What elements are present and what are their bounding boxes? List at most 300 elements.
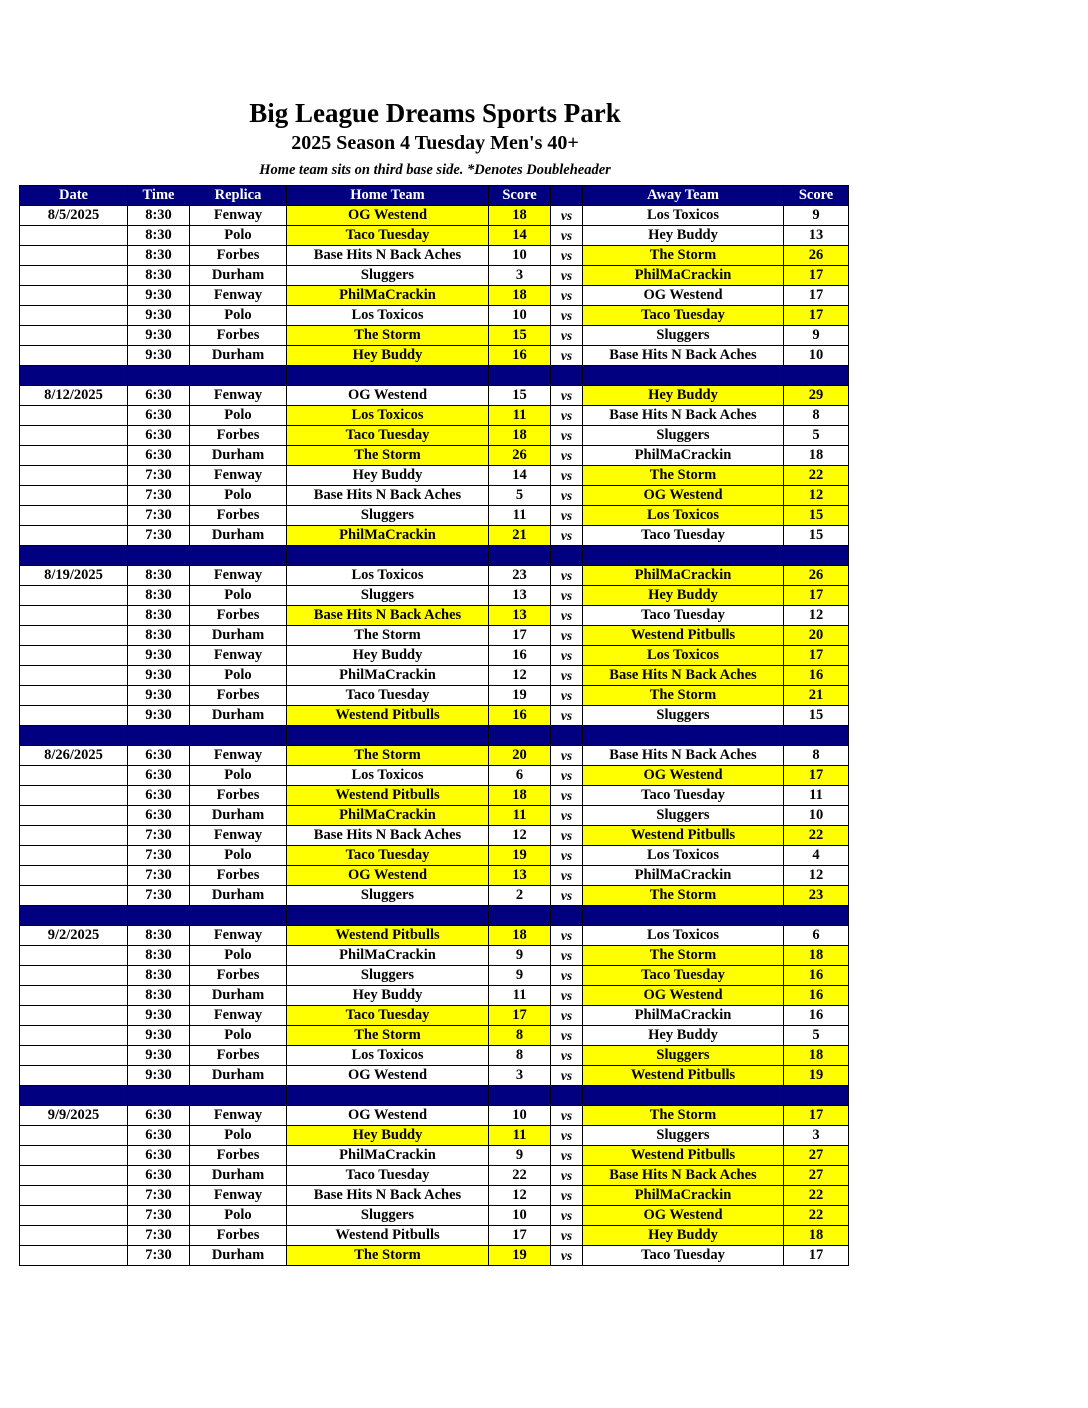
home-team-cell: The Storm bbox=[287, 446, 489, 466]
home-score-cell: 14 bbox=[489, 466, 551, 486]
away-team-cell: The Storm bbox=[583, 466, 784, 486]
vs-cell: vs bbox=[551, 1126, 583, 1146]
game-row bbox=[20, 786, 849, 806]
time-cell: 7:30 bbox=[128, 506, 190, 526]
away-score-cell: 27 bbox=[784, 1166, 849, 1186]
col-header-date: Date bbox=[20, 186, 128, 206]
vs-cell: vs bbox=[551, 306, 583, 326]
time-cell: 9:30 bbox=[128, 326, 190, 346]
date-cell bbox=[20, 1246, 128, 1266]
time-cell: 7:30 bbox=[128, 846, 190, 866]
separator-cell bbox=[551, 1086, 583, 1106]
away-team-cell: Hey Buddy bbox=[583, 1226, 784, 1246]
away-score-cell: 17 bbox=[784, 266, 849, 286]
time-cell: 9:30 bbox=[128, 1006, 190, 1026]
date-cell bbox=[20, 986, 128, 1006]
away-team-cell: Taco Tuesday bbox=[583, 606, 784, 626]
replica-cell: Fenway bbox=[190, 1006, 287, 1026]
date-cell bbox=[20, 1026, 128, 1046]
game-row bbox=[20, 586, 849, 606]
time-cell: 9:30 bbox=[128, 666, 190, 686]
away-team-cell: The Storm bbox=[583, 1106, 784, 1126]
home-score-cell: 10 bbox=[489, 1206, 551, 1226]
home-team-cell: OG Westend bbox=[287, 386, 489, 406]
game-row bbox=[20, 386, 849, 406]
away-team-cell: Hey Buddy bbox=[583, 1026, 784, 1046]
away-team-cell: Los Toxicos bbox=[583, 646, 784, 666]
vs-cell: vs bbox=[551, 626, 583, 646]
vs-cell: vs bbox=[551, 1146, 583, 1166]
vs-cell: vs bbox=[551, 1026, 583, 1046]
vs-cell: vs bbox=[551, 206, 583, 226]
date-cell: 8/26/2025 bbox=[20, 746, 128, 766]
away-team-cell: Los Toxicos bbox=[583, 926, 784, 946]
time-cell: 7:30 bbox=[128, 1206, 190, 1226]
home-score-cell: 13 bbox=[489, 606, 551, 626]
time-cell: 7:30 bbox=[128, 886, 190, 906]
away-score-cell: 4 bbox=[784, 846, 849, 866]
game-row bbox=[20, 1126, 849, 1146]
away-score-cell: 20 bbox=[784, 626, 849, 646]
home-team-cell: Sluggers bbox=[287, 1206, 489, 1226]
replica-cell: Fenway bbox=[190, 1186, 287, 1206]
date-cell bbox=[20, 326, 128, 346]
separator-cell bbox=[489, 1086, 551, 1106]
time-cell: 9:30 bbox=[128, 1066, 190, 1086]
home-score-cell: 19 bbox=[489, 686, 551, 706]
away-score-cell: 16 bbox=[784, 986, 849, 1006]
separator-cell bbox=[20, 906, 128, 926]
away-score-cell: 17 bbox=[784, 1106, 849, 1126]
time-cell: 9:30 bbox=[128, 686, 190, 706]
home-team-cell: OG Westend bbox=[287, 1106, 489, 1126]
away-team-cell: Westend Pitbulls bbox=[583, 626, 784, 646]
home-team-cell: Los Toxicos bbox=[287, 406, 489, 426]
game-row bbox=[20, 246, 849, 266]
date-cell bbox=[20, 506, 128, 526]
away-team-cell: Sluggers bbox=[583, 706, 784, 726]
date-cell: 9/2/2025 bbox=[20, 926, 128, 946]
home-score-cell: 10 bbox=[489, 1106, 551, 1126]
separator-cell bbox=[784, 726, 849, 746]
home-team-cell: Westend Pitbulls bbox=[287, 706, 489, 726]
replica-cell: Durham bbox=[190, 1246, 287, 1266]
vs-cell: vs bbox=[551, 606, 583, 626]
separator-cell bbox=[128, 906, 190, 926]
time-cell: 8:30 bbox=[128, 966, 190, 986]
home-team-cell: PhilMaCrackin bbox=[287, 806, 489, 826]
game-row bbox=[20, 1246, 849, 1266]
away-score-cell: 5 bbox=[784, 1026, 849, 1046]
away-team-cell: Taco Tuesday bbox=[583, 786, 784, 806]
replica-cell: Polo bbox=[190, 306, 287, 326]
vs-cell: vs bbox=[551, 846, 583, 866]
away-score-cell: 3 bbox=[784, 1126, 849, 1146]
separator-cell bbox=[287, 726, 489, 746]
home-score-cell: 9 bbox=[489, 1146, 551, 1166]
home-score-cell: 17 bbox=[489, 1006, 551, 1026]
away-score-cell: 16 bbox=[784, 1006, 849, 1026]
replica-cell: Forbes bbox=[190, 1226, 287, 1246]
week-separator bbox=[20, 1086, 849, 1106]
away-score-cell: 10 bbox=[784, 346, 849, 366]
replica-cell: Polo bbox=[190, 586, 287, 606]
game-row bbox=[20, 926, 849, 946]
home-score-cell: 16 bbox=[489, 346, 551, 366]
away-score-cell: 26 bbox=[784, 246, 849, 266]
away-team-cell: Base Hits N Back Aches bbox=[583, 666, 784, 686]
home-team-cell: OG Westend bbox=[287, 206, 489, 226]
home-score-cell: 15 bbox=[489, 326, 551, 346]
vs-cell: vs bbox=[551, 346, 583, 366]
separator-cell bbox=[551, 546, 583, 566]
separator-cell bbox=[583, 726, 784, 746]
away-team-cell: Sluggers bbox=[583, 426, 784, 446]
vs-cell: vs bbox=[551, 266, 583, 286]
time-cell: 6:30 bbox=[128, 806, 190, 826]
game-row bbox=[20, 506, 849, 526]
home-team-cell: Base Hits N Back Aches bbox=[287, 246, 489, 266]
separator-cell bbox=[551, 906, 583, 926]
away-team-cell: Westend Pitbulls bbox=[583, 1066, 784, 1086]
game-row bbox=[20, 766, 849, 786]
away-team-cell: Taco Tuesday bbox=[583, 966, 784, 986]
home-team-cell: Los Toxicos bbox=[287, 1046, 489, 1066]
time-cell: 9:30 bbox=[128, 306, 190, 326]
home-team-cell: Hey Buddy bbox=[287, 466, 489, 486]
home-score-cell: 12 bbox=[489, 666, 551, 686]
away-team-cell: Sluggers bbox=[583, 806, 784, 826]
date-cell bbox=[20, 946, 128, 966]
replica-cell: Fenway bbox=[190, 926, 287, 946]
home-score-cell: 18 bbox=[489, 426, 551, 446]
away-score-cell: 17 bbox=[784, 286, 849, 306]
vs-cell: vs bbox=[551, 886, 583, 906]
away-score-cell: 17 bbox=[784, 646, 849, 666]
away-score-cell: 26 bbox=[784, 566, 849, 586]
game-row bbox=[20, 486, 849, 506]
week-separator bbox=[20, 726, 849, 746]
game-row bbox=[20, 266, 849, 286]
away-score-cell: 22 bbox=[784, 466, 849, 486]
date-cell bbox=[20, 1046, 128, 1066]
date-cell bbox=[20, 1206, 128, 1226]
vs-cell: vs bbox=[551, 1106, 583, 1126]
away-score-cell: 12 bbox=[784, 866, 849, 886]
vs-cell: vs bbox=[551, 1246, 583, 1266]
replica-cell: Polo bbox=[190, 1126, 287, 1146]
home-score-cell: 16 bbox=[489, 646, 551, 666]
game-row bbox=[20, 1106, 849, 1126]
home-team-cell: OG Westend bbox=[287, 866, 489, 886]
vs-cell: vs bbox=[551, 1226, 583, 1246]
time-cell: 6:30 bbox=[128, 426, 190, 446]
home-team-cell: PhilMaCrackin bbox=[287, 946, 489, 966]
replica-cell: Durham bbox=[190, 626, 287, 646]
home-team-cell: Westend Pitbulls bbox=[287, 786, 489, 806]
time-cell: 8:30 bbox=[128, 566, 190, 586]
away-score-cell: 22 bbox=[784, 1186, 849, 1206]
replica-cell: Fenway bbox=[190, 646, 287, 666]
away-team-cell: Taco Tuesday bbox=[583, 526, 784, 546]
replica-cell: Durham bbox=[190, 346, 287, 366]
replica-cell: Polo bbox=[190, 1026, 287, 1046]
home-team-cell: Sluggers bbox=[287, 586, 489, 606]
vs-cell: vs bbox=[551, 666, 583, 686]
home-score-cell: 11 bbox=[489, 506, 551, 526]
time-cell: 7:30 bbox=[128, 866, 190, 886]
game-row bbox=[20, 626, 849, 646]
time-cell: 8:30 bbox=[128, 946, 190, 966]
home-score-cell: 11 bbox=[489, 1126, 551, 1146]
vs-cell: vs bbox=[551, 766, 583, 786]
away-team-cell: PhilMaCrackin bbox=[583, 446, 784, 466]
time-cell: 9:30 bbox=[128, 1026, 190, 1046]
game-row bbox=[20, 346, 849, 366]
date-cell bbox=[20, 1066, 128, 1086]
game-row bbox=[20, 666, 849, 686]
away-score-cell: 13 bbox=[784, 226, 849, 246]
home-team-cell: Taco Tuesday bbox=[287, 1006, 489, 1026]
separator-cell bbox=[128, 546, 190, 566]
home-score-cell: 23 bbox=[489, 566, 551, 586]
date-cell bbox=[20, 966, 128, 986]
separator-cell bbox=[583, 1086, 784, 1106]
home-team-cell: Westend Pitbulls bbox=[287, 926, 489, 946]
game-row bbox=[20, 326, 849, 346]
replica-cell: Fenway bbox=[190, 386, 287, 406]
home-score-cell: 9 bbox=[489, 946, 551, 966]
away-team-cell: Base Hits N Back Aches bbox=[583, 746, 784, 766]
separator-cell bbox=[784, 546, 849, 566]
away-score-cell: 27 bbox=[784, 1146, 849, 1166]
away-score-cell: 9 bbox=[784, 326, 849, 346]
home-score-cell: 12 bbox=[489, 1186, 551, 1206]
separator-cell bbox=[190, 366, 287, 386]
vs-cell: vs bbox=[551, 746, 583, 766]
vs-cell: vs bbox=[551, 806, 583, 826]
replica-cell: Polo bbox=[190, 766, 287, 786]
replica-cell: Fenway bbox=[190, 826, 287, 846]
time-cell: 8:30 bbox=[128, 206, 190, 226]
replica-cell: Forbes bbox=[190, 326, 287, 346]
date-cell bbox=[20, 446, 128, 466]
away-team-cell: Hey Buddy bbox=[583, 586, 784, 606]
time-cell: 9:30 bbox=[128, 1046, 190, 1066]
away-team-cell: Westend Pitbulls bbox=[583, 826, 784, 846]
time-cell: 6:30 bbox=[128, 1126, 190, 1146]
game-row bbox=[20, 1146, 849, 1166]
home-team-cell: Sluggers bbox=[287, 966, 489, 986]
away-score-cell: 10 bbox=[784, 806, 849, 826]
time-cell: 8:30 bbox=[128, 586, 190, 606]
home-team-cell: Taco Tuesday bbox=[287, 1166, 489, 1186]
time-cell: 6:30 bbox=[128, 746, 190, 766]
separator-cell bbox=[784, 366, 849, 386]
home-score-cell: 5 bbox=[489, 486, 551, 506]
time-cell: 8:30 bbox=[128, 926, 190, 946]
col-header-home-team: Home Team bbox=[287, 186, 489, 206]
home-team-cell: Los Toxicos bbox=[287, 766, 489, 786]
away-team-cell: Sluggers bbox=[583, 326, 784, 346]
away-team-cell: Sluggers bbox=[583, 1126, 784, 1146]
game-row bbox=[20, 1006, 849, 1026]
replica-cell: Fenway bbox=[190, 1106, 287, 1126]
away-score-cell: 19 bbox=[784, 1066, 849, 1086]
time-cell: 6:30 bbox=[128, 786, 190, 806]
away-score-cell: 29 bbox=[784, 386, 849, 406]
vs-cell: vs bbox=[551, 326, 583, 346]
replica-cell: Polo bbox=[190, 946, 287, 966]
home-score-cell: 3 bbox=[489, 1066, 551, 1086]
away-score-cell: 17 bbox=[784, 306, 849, 326]
vs-cell: vs bbox=[551, 1206, 583, 1226]
home-score-cell: 3 bbox=[489, 266, 551, 286]
date-cell bbox=[20, 486, 128, 506]
vs-cell: vs bbox=[551, 986, 583, 1006]
home-team-cell: Sluggers bbox=[287, 886, 489, 906]
replica-cell: Durham bbox=[190, 1066, 287, 1086]
separator-cell bbox=[190, 1086, 287, 1106]
home-score-cell: 18 bbox=[489, 786, 551, 806]
home-team-cell: Base Hits N Back Aches bbox=[287, 606, 489, 626]
week-separator bbox=[20, 546, 849, 566]
separator-cell bbox=[489, 726, 551, 746]
vs-cell: vs bbox=[551, 646, 583, 666]
away-score-cell: 17 bbox=[784, 1246, 849, 1266]
vs-cell: vs bbox=[551, 826, 583, 846]
vs-cell: vs bbox=[551, 786, 583, 806]
home-team-cell: The Storm bbox=[287, 746, 489, 766]
time-cell: 7:30 bbox=[128, 826, 190, 846]
away-score-cell: 6 bbox=[784, 926, 849, 946]
home-score-cell: 18 bbox=[489, 926, 551, 946]
replica-cell: Polo bbox=[190, 486, 287, 506]
separator-cell bbox=[20, 1086, 128, 1106]
home-team-cell: PhilMaCrackin bbox=[287, 666, 489, 686]
vs-cell: vs bbox=[551, 506, 583, 526]
separator-cell bbox=[20, 366, 128, 386]
away-team-cell: Base Hits N Back Aches bbox=[583, 346, 784, 366]
replica-cell: Forbes bbox=[190, 866, 287, 886]
game-row bbox=[20, 1206, 849, 1226]
game-row bbox=[20, 286, 849, 306]
home-score-cell: 2 bbox=[489, 886, 551, 906]
date-cell bbox=[20, 346, 128, 366]
replica-cell: Durham bbox=[190, 986, 287, 1006]
time-cell: 8:30 bbox=[128, 226, 190, 246]
away-score-cell: 15 bbox=[784, 526, 849, 546]
time-cell: 6:30 bbox=[128, 766, 190, 786]
replica-cell: Fenway bbox=[190, 286, 287, 306]
time-cell: 8:30 bbox=[128, 246, 190, 266]
home-score-cell: 13 bbox=[489, 586, 551, 606]
game-row bbox=[20, 866, 849, 886]
away-team-cell: Westend Pitbulls bbox=[583, 1146, 784, 1166]
vs-cell: vs bbox=[551, 286, 583, 306]
header-row bbox=[20, 186, 849, 206]
vs-cell: vs bbox=[551, 526, 583, 546]
date-cell bbox=[20, 846, 128, 866]
date-cell: 8/12/2025 bbox=[20, 386, 128, 406]
separator-cell bbox=[489, 366, 551, 386]
away-team-cell: The Storm bbox=[583, 946, 784, 966]
replica-cell: Durham bbox=[190, 526, 287, 546]
time-cell: 6:30 bbox=[128, 1106, 190, 1126]
away-team-cell: OG Westend bbox=[583, 986, 784, 1006]
replica-cell: Fenway bbox=[190, 566, 287, 586]
away-team-cell: The Storm bbox=[583, 886, 784, 906]
col-header-time: Time bbox=[128, 186, 190, 206]
separator-cell bbox=[128, 1086, 190, 1106]
replica-cell: Durham bbox=[190, 706, 287, 726]
home-team-cell: Los Toxicos bbox=[287, 306, 489, 326]
separator-cell bbox=[128, 726, 190, 746]
col-header-away-team: Away Team bbox=[583, 186, 784, 206]
away-team-cell: OG Westend bbox=[583, 286, 784, 306]
home-team-cell: Taco Tuesday bbox=[287, 226, 489, 246]
away-score-cell: 11 bbox=[784, 786, 849, 806]
date-cell bbox=[20, 606, 128, 626]
away-score-cell: 18 bbox=[784, 946, 849, 966]
time-cell: 6:30 bbox=[128, 406, 190, 426]
replica-cell: Durham bbox=[190, 886, 287, 906]
time-cell: 7:30 bbox=[128, 466, 190, 486]
date-cell bbox=[20, 1186, 128, 1206]
time-cell: 6:30 bbox=[128, 446, 190, 466]
away-score-cell: 12 bbox=[784, 606, 849, 626]
game-row bbox=[20, 426, 849, 446]
home-team-cell: The Storm bbox=[287, 326, 489, 346]
col-header-vs bbox=[551, 186, 583, 206]
date-cell bbox=[20, 406, 128, 426]
vs-cell: vs bbox=[551, 446, 583, 466]
home-team-cell: Base Hits N Back Aches bbox=[287, 486, 489, 506]
game-row bbox=[20, 686, 849, 706]
separator-cell bbox=[287, 906, 489, 926]
replica-cell: Polo bbox=[190, 846, 287, 866]
date-cell bbox=[20, 626, 128, 646]
home-score-cell: 8 bbox=[489, 1026, 551, 1046]
home-team-cell: The Storm bbox=[287, 626, 489, 646]
separator-cell bbox=[583, 906, 784, 926]
season-subtitle: 2025 Season 4 Tuesday Men's 40+ bbox=[291, 132, 579, 154]
vs-cell: vs bbox=[551, 946, 583, 966]
home-score-cell: 11 bbox=[489, 406, 551, 426]
home-team-cell: Hey Buddy bbox=[287, 646, 489, 666]
date-cell bbox=[20, 1006, 128, 1026]
home-score-cell: 11 bbox=[489, 806, 551, 826]
away-score-cell: 22 bbox=[784, 1206, 849, 1226]
week-separator bbox=[20, 906, 849, 926]
home-score-cell: 10 bbox=[489, 246, 551, 266]
col-header-home-score: Score bbox=[489, 186, 551, 206]
date-cell bbox=[20, 246, 128, 266]
date-cell bbox=[20, 666, 128, 686]
date-cell bbox=[20, 526, 128, 546]
home-team-cell: PhilMaCrackin bbox=[287, 1146, 489, 1166]
vs-cell: vs bbox=[551, 426, 583, 446]
away-team-cell: PhilMaCrackin bbox=[583, 866, 784, 886]
time-cell: 8:30 bbox=[128, 266, 190, 286]
away-team-cell: Los Toxicos bbox=[583, 206, 784, 226]
game-row bbox=[20, 826, 849, 846]
home-team-cell: Hey Buddy bbox=[287, 346, 489, 366]
date-cell bbox=[20, 686, 128, 706]
game-row bbox=[20, 406, 849, 426]
home-score-cell: 12 bbox=[489, 826, 551, 846]
date-cell bbox=[20, 806, 128, 826]
